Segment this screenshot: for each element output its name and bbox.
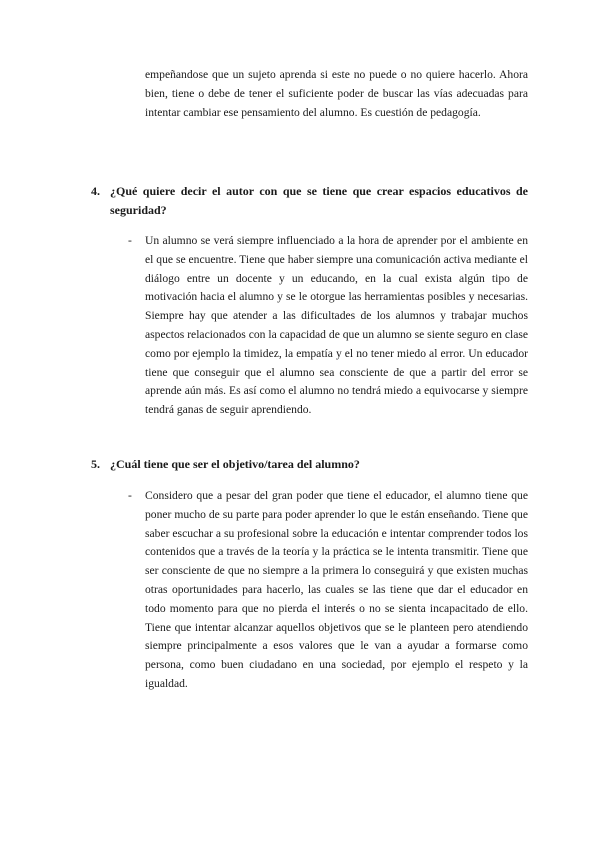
question-5-answer: Considero que a pesar del gran poder que tiene el educador, el alumno tiene que poner mucho de su parte para poder aprender lo que le están enseñando. Tiene que saber escuchar a su profesional sobre la educación e intentar comprender todos los contenidos que a través de la teoría y la práctica se le intenta transmitir. Tiene que ser consciente de que no siempre a la primera lo conseguirá y que existen muchas otras oportunidades para hacerlo, las cuales se las tiene que dar el educador en todo momento para que no pierda el interés o no se sienta incapacitado de ello. Tiene que intentar alcanzar aquellos objetivos que se le planteen pero atendiendo siempre principalmente a esos valores que le van a ayudar a formarse como persona, como buen ciudadano en una sociedad, por ejemplo el respeto y la igualdad. [145, 489, 528, 690]
intro-paragraph: empeñandose que un sujeto aprenda si este no puede o no quiere hacerlo. Ahora bien, tiene o debe de tener el suficiente poder de buscar las vías adecuadas para intentar cambiar ese pensamiento del alumno. Es cuestión de pedagogía. [145, 68, 528, 119]
question-5-number: 5. [91, 457, 100, 471]
question-4-bullet: - [128, 234, 132, 247]
question-5-heading: ¿Cuál tiene que ser el objetivo/tarea del alumno? [110, 457, 360, 471]
question-5-bullet: - [128, 489, 132, 502]
question-4-heading: ¿Qué quiere decir el autor con que se tiene que crear espacios educativos de seguridad? [110, 184, 528, 217]
question-4-number: 4. [91, 184, 100, 198]
question-4-answer: Un alumno se verá siempre influenciado a la hora de aprender por el ambiente en el que se encuentre. Tiene que haber siempre una comunicación activa mediante el diálogo entre un docente y un educando, en la cual exista algún tipo de motivación hacia el alumno y se le otorgue las herramientas posibles y necesarias. Siempre hay que atender a las dificultades de los alumnos y trabajar muchos aspectos relacionados con la capacidad de que un alumno se siente seguro en clase como por ejemplo la timidez, la empatía y el no tener miedo al error. Un educador tiene que conseguir que el alumno sea consciente de que a partir del error se aprende aún más. Es así como el alumno no tendrá miedo a equivocarse y siempre tendrá ganas de seguir aprendiendo. [145, 234, 528, 417]
